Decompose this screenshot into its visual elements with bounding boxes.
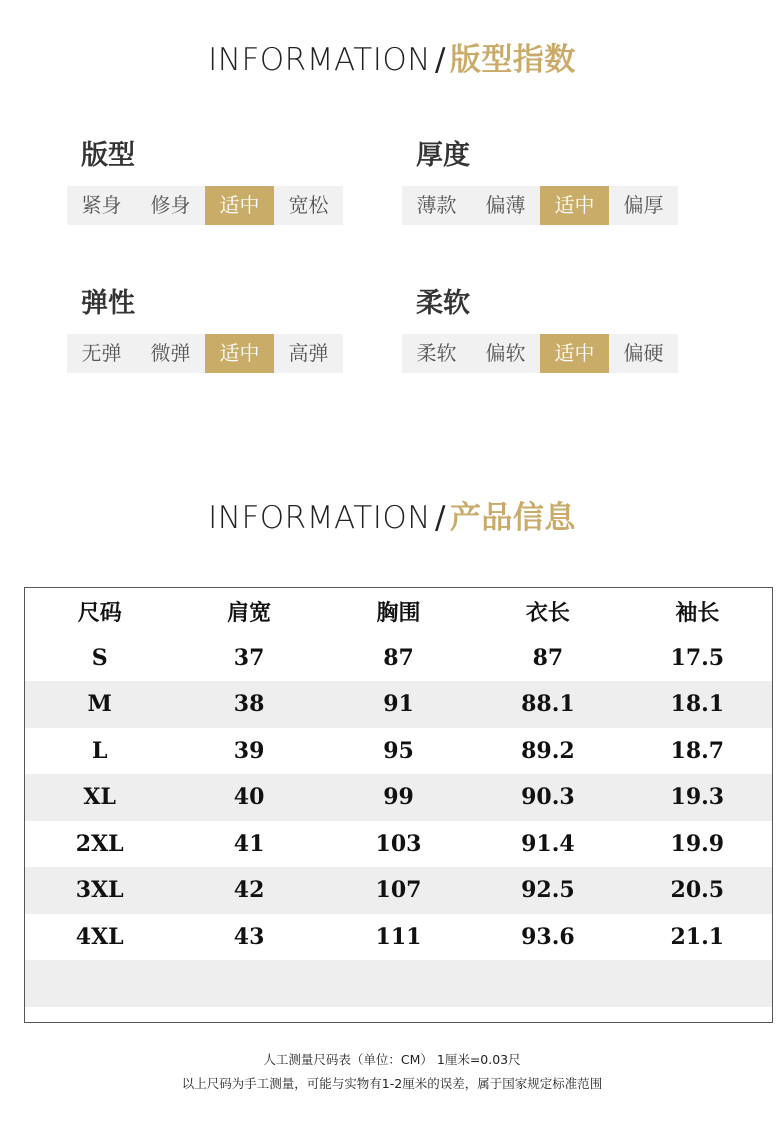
section-title-en: INFORMATION <box>208 500 431 536</box>
table-row <box>25 681 772 728</box>
measurement-note: 人工测量尺码表（单位：CM） 1厘米=0.03尺 <box>263 1052 521 1067</box>
section-title-cn: 版型指数 <box>449 42 576 78</box>
table-cell: 21.1 <box>670 923 725 950</box>
table-row <box>25 821 772 868</box>
table-row-empty <box>25 960 772 1007</box>
table-cell: XL <box>83 784 116 811</box>
table-cell: 40 <box>233 784 265 811</box>
option-selected: 适中 <box>205 186 274 225</box>
header-length: 衣长 <box>525 600 570 626</box>
table-cell: 37 <box>233 644 265 671</box>
size-table <box>24 587 773 1023</box>
section-title-separator: / <box>434 500 446 536</box>
table-row <box>25 914 772 961</box>
option: 微弹 <box>136 334 205 373</box>
table-cell: 19.3 <box>670 784 725 811</box>
option: 偏硬 <box>609 334 678 373</box>
option: 偏薄 <box>471 186 540 225</box>
option-selected: 适中 <box>540 334 609 373</box>
table-cell: 91.4 <box>521 830 575 857</box>
attribute-softness <box>402 286 678 373</box>
attribute-fit <box>67 138 343 225</box>
section-title-product-info <box>0 492 784 537</box>
option: 偏厚 <box>609 186 678 225</box>
attribute-thickness <box>402 138 678 225</box>
table-cell: 19.9 <box>670 830 725 857</box>
table-cell: 103 <box>375 830 422 857</box>
attribute-label: 柔软 <box>416 288 470 319</box>
table-cell: 87 <box>532 644 564 671</box>
header-shoulder: 肩宽 <box>227 600 272 626</box>
attribute-label: 弹性 <box>81 288 135 319</box>
table-cell: 107 <box>375 877 422 904</box>
section-title-fit-index <box>0 34 784 79</box>
table-cell: S <box>91 644 108 671</box>
table-cell: 92.5 <box>521 877 575 904</box>
table-cell: 43 <box>233 923 265 950</box>
attribute-options <box>67 334 343 373</box>
table-cell: 99 <box>383 784 414 811</box>
table-cell: 87 <box>383 644 414 671</box>
table-cell: 2XL <box>75 830 124 857</box>
table-cell: 39 <box>233 737 265 764</box>
option-selected: 适中 <box>540 186 609 225</box>
table-cell: 38 <box>233 691 265 718</box>
attribute-elasticity <box>67 286 343 373</box>
option: 高弹 <box>274 334 343 373</box>
table-row <box>25 867 772 914</box>
option: 宽松 <box>274 186 343 225</box>
table-header-row <box>25 588 772 635</box>
option: 柔软 <box>402 334 471 373</box>
option: 紧身 <box>67 186 136 225</box>
table-row <box>25 774 772 821</box>
attribute-options <box>402 186 678 225</box>
table-cell: 20.5 <box>670 877 725 904</box>
section-title-separator: / <box>434 42 446 78</box>
table-cell: 42 <box>233 877 265 904</box>
attribute-label: 厚度 <box>416 140 470 171</box>
option-selected: 适中 <box>205 334 274 373</box>
table-cell: 88.1 <box>521 691 575 718</box>
table-cell: 89.2 <box>521 737 575 764</box>
option: 无弹 <box>67 334 136 373</box>
table-cell: 93.6 <box>521 923 575 950</box>
header-chest: 胸围 <box>376 600 421 626</box>
table-cell: 17.5 <box>670 644 725 671</box>
table-cell: 90.3 <box>521 784 575 811</box>
table-cell: 41 <box>233 830 265 857</box>
table-cell: 18.7 <box>670 737 725 764</box>
option: 偏软 <box>471 334 540 373</box>
section-title-cn: 产品信息 <box>449 500 576 536</box>
section-title-en: INFORMATION <box>208 42 431 78</box>
header-size: 尺码 <box>77 600 122 626</box>
table-cell: 111 <box>375 923 422 950</box>
attribute-label: 版型 <box>81 140 135 171</box>
table-cell: 95 <box>383 737 414 764</box>
header-sleeve: 袖长 <box>675 600 720 626</box>
option: 薄款 <box>402 186 471 225</box>
attribute-options <box>402 334 678 373</box>
option: 修身 <box>136 186 205 225</box>
table-cell: M <box>87 691 112 718</box>
table-cell: 91 <box>383 691 414 718</box>
attribute-options <box>67 186 343 225</box>
table-cell: 3XL <box>75 877 124 904</box>
table-cell: L <box>91 737 108 764</box>
table-row <box>25 635 772 682</box>
tolerance-note: 以上尺码为手工测量，可能与实物有1-2厘米的误差，属于国家规定标准范围 <box>181 1076 603 1091</box>
table-cell: 18.1 <box>670 691 725 718</box>
table-cell: 4XL <box>75 923 124 950</box>
table-row <box>25 728 772 775</box>
